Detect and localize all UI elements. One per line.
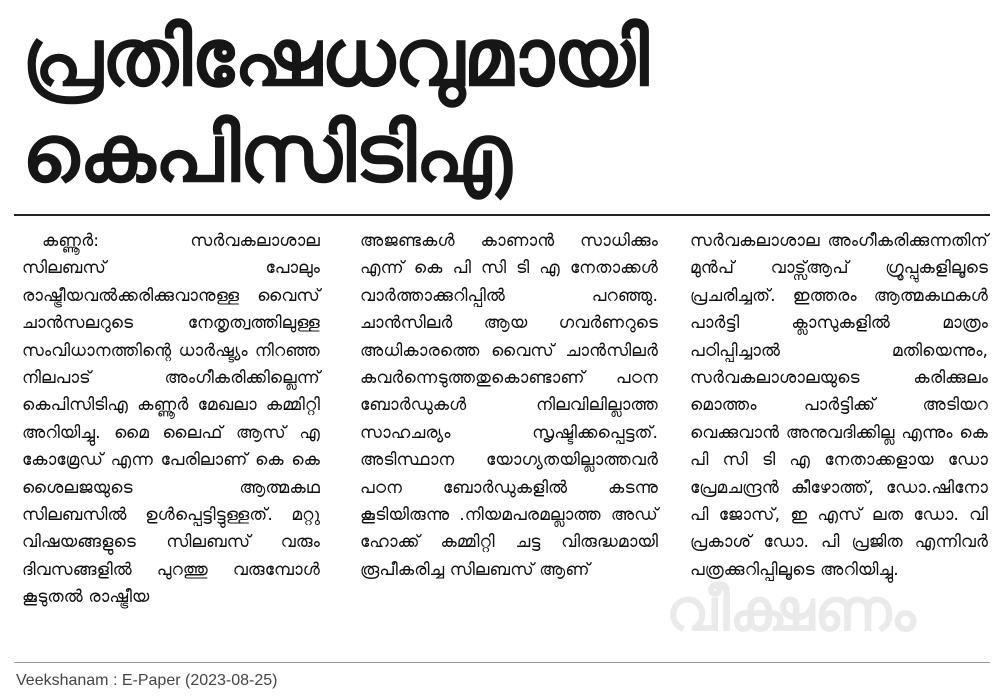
- article-column-1: [22, 228, 320, 612]
- source-caption: Veekshanam : E-Paper (2023-08-25): [16, 672, 278, 689]
- headline-line-2: കെപിസിടിഎ: [22, 107, 511, 200]
- footer-divider: [14, 662, 990, 663]
- article-column-2-text: അജണ്ടകൾ കാണാൻ സാധിക്കും എന്ന് കെ പി സി ടി എ നേതാക്കൾ വാർത്താക്കുറിപ്പിൽ പറഞ്ഞു. ചാൻസിലർ ആയ ഗവർണറുടെ അധികാരത്തെ വൈസ് ചാൻസിലർ കവർന്നെടുത്തതുകൊണ്ടാണ് പഠന ബോർഡുകൾ നിലവിലില്ലാത്ത സാഹചര്യം സൃഷ്ടിക്കപ്പെട്ടത്. അടിസ്ഥാന യോഗ്യതയില്ലാത്തവർ പഠന ബോർഡുകളിൽ കടന്നു കൂടിയിരുന്നു .നിയമപരമല്ലാത്ത അഡ് ഹോക്ക് കമ്മിറ്റി ചട്ട വിരുദ്ധമായി രൂപീകരിച്ച സിലബസ് ആണ്: [360, 231, 658, 580]
- article-column-3-text: സർവകലാശാല അംഗീകരിക്കുന്നതിന് മുൻപ് വാട്സ്ആപ് ഗ്രൂപ്പുകളിലൂടെ പ്രചരിച്ചത്. ഇത്തരം ആത്മകഥകൾ പാർട്ടി ക്ലാസുകളിൽ മാത്രം പഠിപ്പിച്ചാൽ മതിയെന്നും, സർവകലാശാലയുടെ കരിക്കുലം മൊത്തം പാർട്ടിക്ക് അടിയറ വെക്കുവാൻ അനുവദിക്കില്ല എന്നും കെ പി സി ടി എ നേതാക്കളായ ഡോ പ്രേമചന്ദ്രൻ കീഴോത്ത്, ഡോ.ഷിനോ പി ജോസ്, ഇ എസ് ലത ഡോ. വി പ്രകാശ് ഡോ. പി പ്രജിത എന്നിവർ പത്രക്കുറിപ്പിലൂടെ അറിയിച്ചു.: [690, 231, 988, 580]
- article-column-1-text: കണ്ണൂർ: സർവകലാശാല സിലബസ് പോലും രാഷ്ട്രീയവൽക്കരിക്കുവാനുള്ള വൈസ് ചാൻസലറുടെ നേതൃത്വത്തിലുള്ള സംവിധാനത്തിന്റെ ധാർഷ്ട്യം നിറഞ്ഞ നിലപാട് അംഗീകരിക്കില്ലെന്ന് കെപിസിടിഎ കണ്ണൂർ മേഖലാ കമ്മിറ്റി അറിയിച്ചു. മൈ ലൈഫ് ആസ് എ കോമ്രേഡ് എന്ന പേരിലാണ് കെ കെ ശൈലജയുടെ ആത്മകഥ സിലബസിൽ ഉൾപ്പെട്ടിട്ടുള്ളത്. മറ്റു വിഷയങ്ങളുടെ സിലബസ് വരും ദിവസങ്ങളിൽ പുറത്തു വരുമ്പോൾ കൂടുതൽ രാഷ്ട്രീയ: [22, 231, 320, 608]
- headline-divider: [14, 214, 990, 216]
- article-column-3: [690, 228, 988, 584]
- newspaper-watermark-logo: വീക്ഷണം: [666, 576, 916, 644]
- headline-line-1: പ്രതിഷേധവുമായി: [22, 11, 648, 104]
- headline: [22, 10, 992, 202]
- article-body: [22, 228, 988, 648]
- article-column-2: [360, 228, 658, 584]
